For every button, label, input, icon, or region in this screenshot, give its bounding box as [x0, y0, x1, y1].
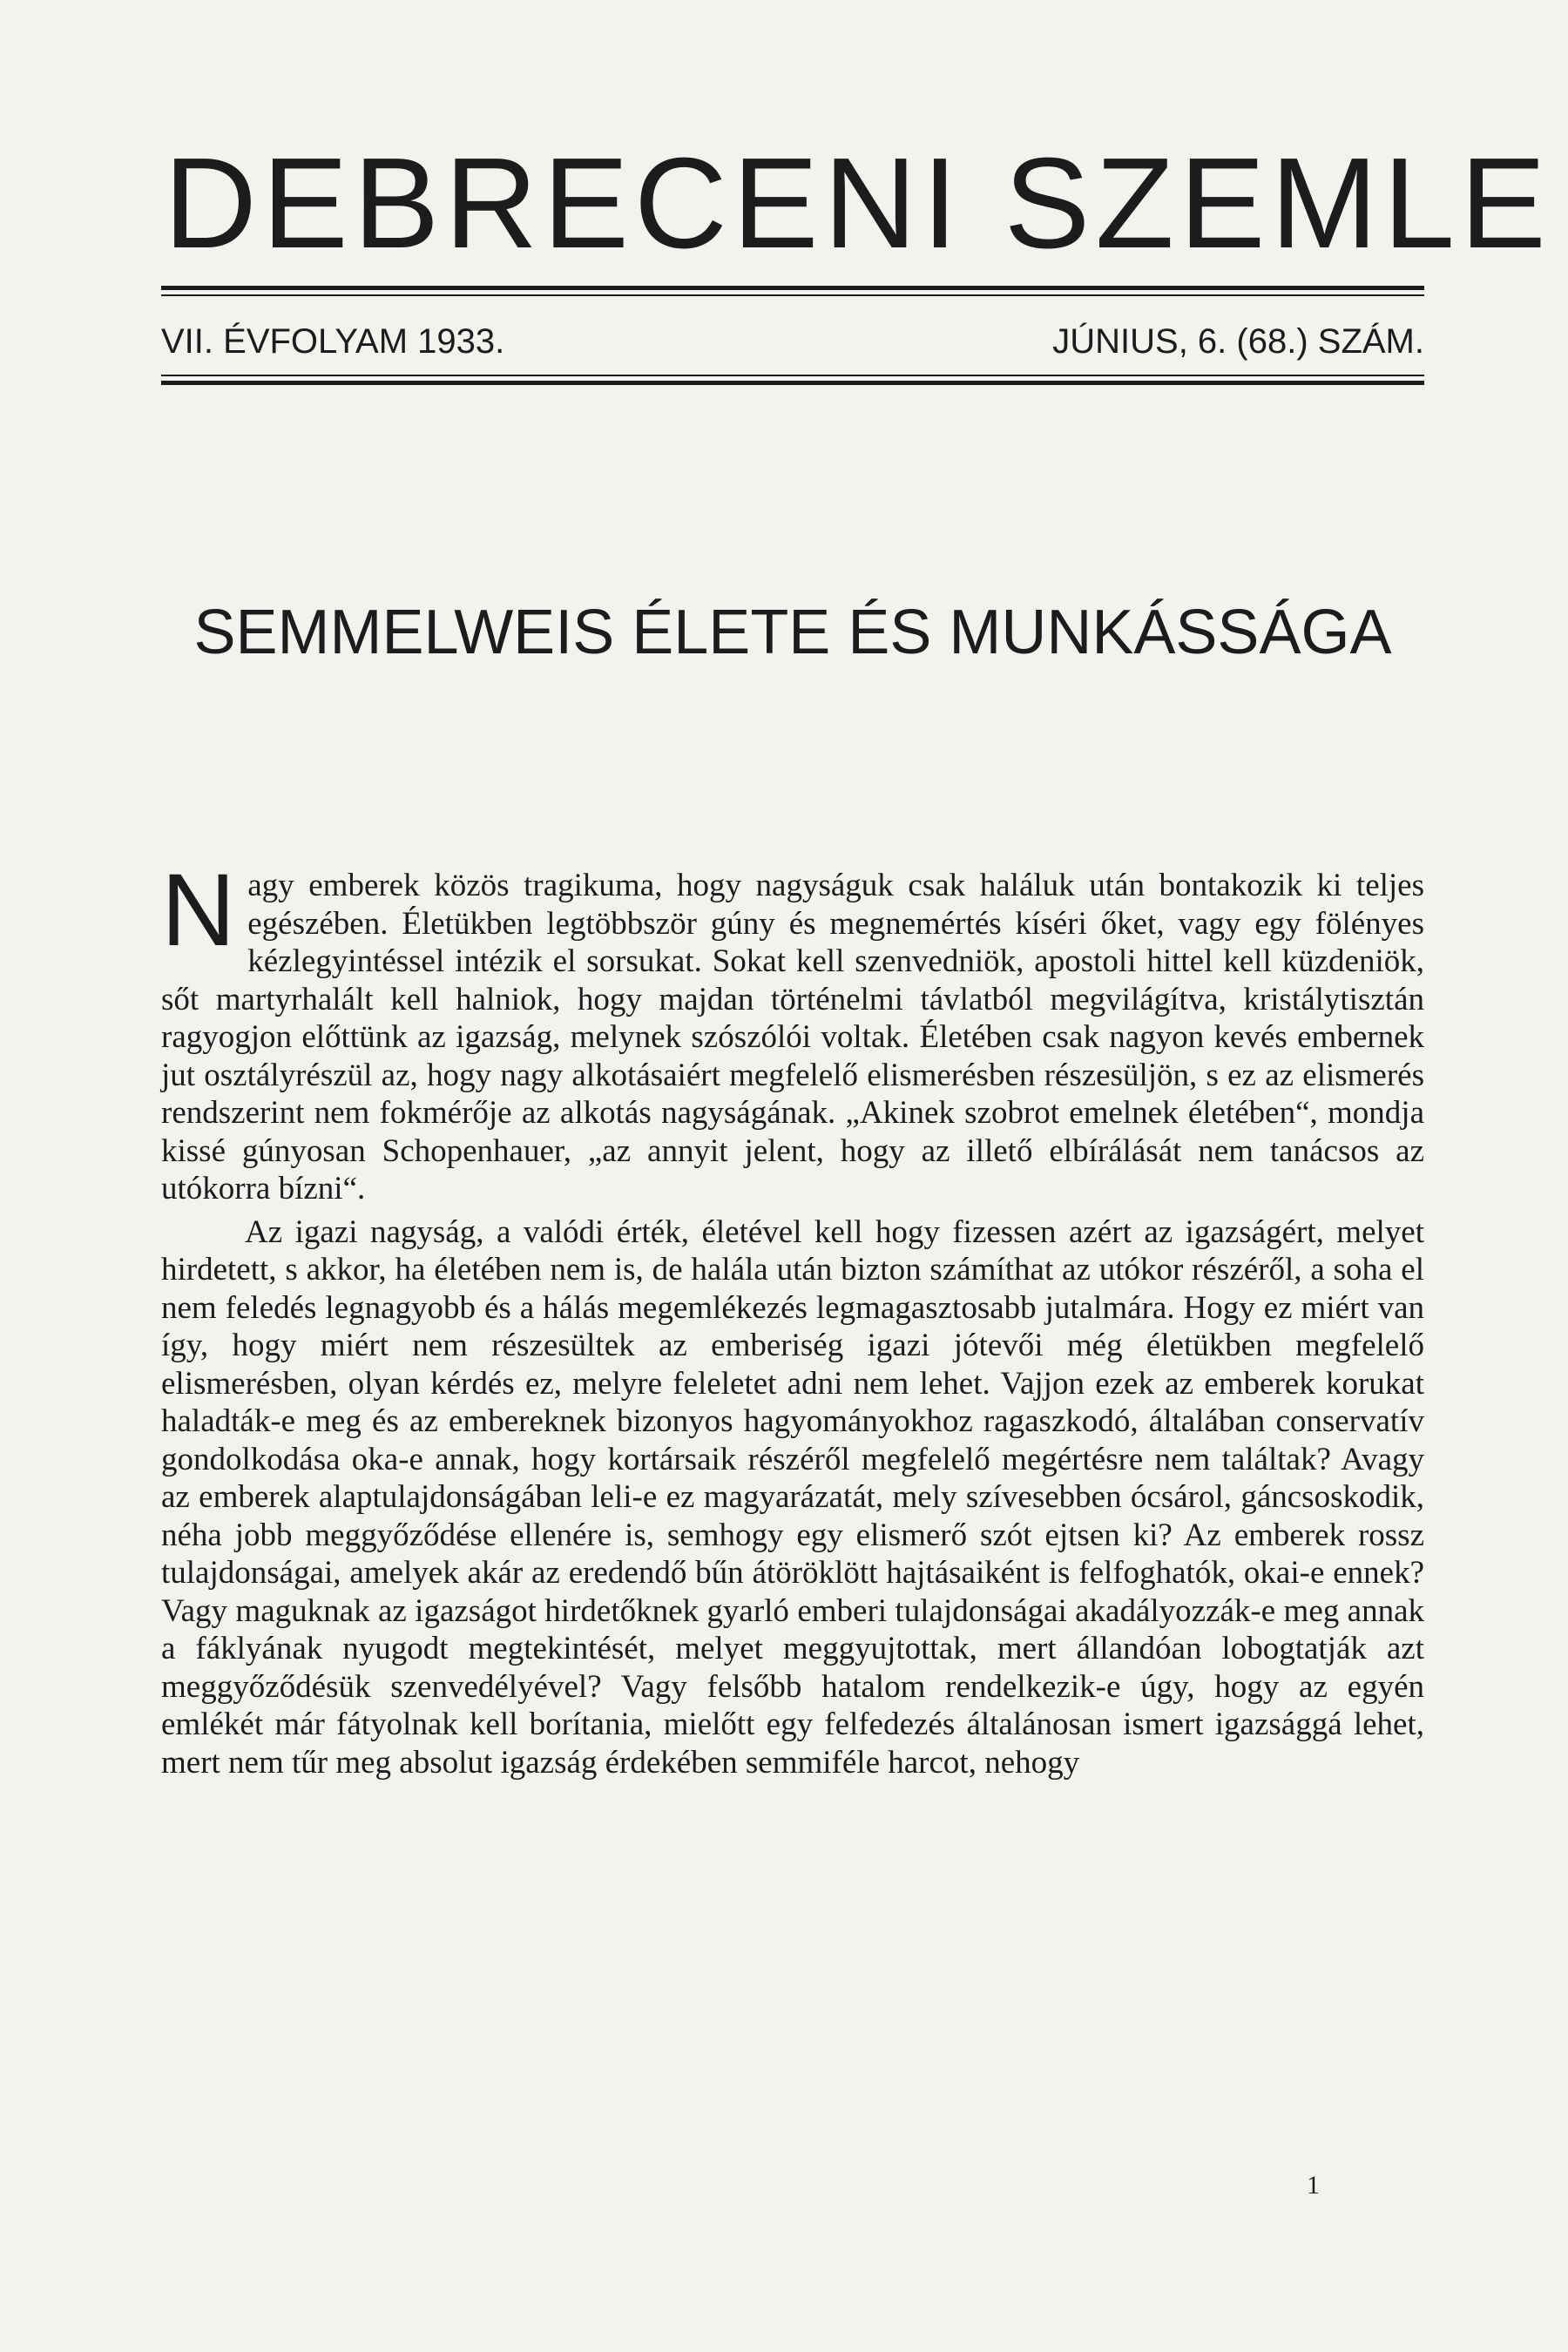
journal-title: DEBRECENI SZEMLE	[164, 132, 1551, 275]
rule-thin	[161, 294, 1424, 296]
masthead-rule-top	[161, 286, 1424, 296]
rule-thick	[161, 381, 1424, 385]
page-number: 1	[1307, 2171, 1320, 2200]
rule-thick	[161, 286, 1424, 290]
issue-line	[161, 324, 1424, 359]
masthead-rule-bottom	[161, 375, 1424, 385]
rule-thin	[161, 375, 1424, 376]
drop-cap: N	[161, 853, 236, 968]
article-body	[161, 853, 1424, 1781]
paragraph-2: Az igazi nagyság, a valódi érték, életével kell hogy fizessen azért az igazságért, melyet hirdetett, s akkor, ha életében nem is, de halála után bizton számíthat az utókor részéről, a soha el nem feledés legnagyobb és a hálás megemlékezés legmagasztosabb jutalmára. Hogy ez miért van így, hogy miért nem részesültek az emberiség igazi jótevői még életükben megfelelő elismerésben, olyan kérdés ez, melyre feleletet adni nem lehet. Vajjon ezek az emberek korukat haladták-e meg és az embereknek bizonyos hagyományokhoz ragaszkodó, általában conservatív gondolkodása oka-e annak, hogy kortársaik részéről megfelelő megértésre nem találtak? Avagy az emberek alaptulajdonságában leli-e ez magyarázatát, mely szívesebben ócsárol, gáncsoskodik, néha jobb meggyőződése ellenére is, semhogy egy elismerő szót ejtsen ki? Az emberek rossz tulajdonságai, amelyek akár az eredendő bűn átöröklött hajtásaiként is felfoghatók, okai-e ennek? Vagy maguknak az igazságot hirdetőknek gyarló emberi tulajdonságai akadályozzák-e meg annak a fáklyának nyugodt megtekintését, melyet meggyujtottak, mert állandóan lobogtatják azt meggyőződésük szenvedélyével? Vagy felsőbb hatalom rendelkezik-e úgy, hogy az egyén emlékét már fátyolnak kell borítania, mielőtt egy felfedezés általánosan ismert igazsággá lehet, mert nem tűr meg absolut igazság érdekében semmiféle harcot, nehogy	[161, 1213, 1424, 1781]
paragraph-1-text: agy emberek közös tragikuma, hogy nagyságuk csak haláluk után bontakozik ki teljes egészében. Életükben legtöbbször gúny és megnemértés kíséri őket, vagy egy fölényes kézlegyintéssel intézik el sorsukat. Sokat kell szenvedniök, apostoli hittel kell küzdeniök, sőt martyrhalált kell halniok, hogy majdan történelmi távlatból megvilágítva, kristálytisztán ragyogjon előttünk az igazság, melynek szószólói voltak. Életében csak nagyon kevés embernek jut osztályrészül az, hogy nagy alkotásaiért megfelelő elismerésben részesüljön, s ez az elismerés rendszerint nem fokmérője az alkotás nagyságának. „Akinek szobrot emelnek életében“, mondja kissé gúnyosan Schopenhauer, „az annyit jelent, hogy az illető elbírálását nem tanácsos az utókorra bízni“.	[161, 868, 1424, 1206]
issue-number: JÚNIUS, 6. (68.) SZÁM.	[1052, 322, 1424, 361]
article-title: SEMMELWEIS ÉLETE ÉS MUNKÁSSÁGA	[193, 598, 1392, 667]
volume-year: VII. ÉVFOLYAM 1933.	[161, 322, 505, 361]
paragraph-1	[161, 853, 1424, 1208]
